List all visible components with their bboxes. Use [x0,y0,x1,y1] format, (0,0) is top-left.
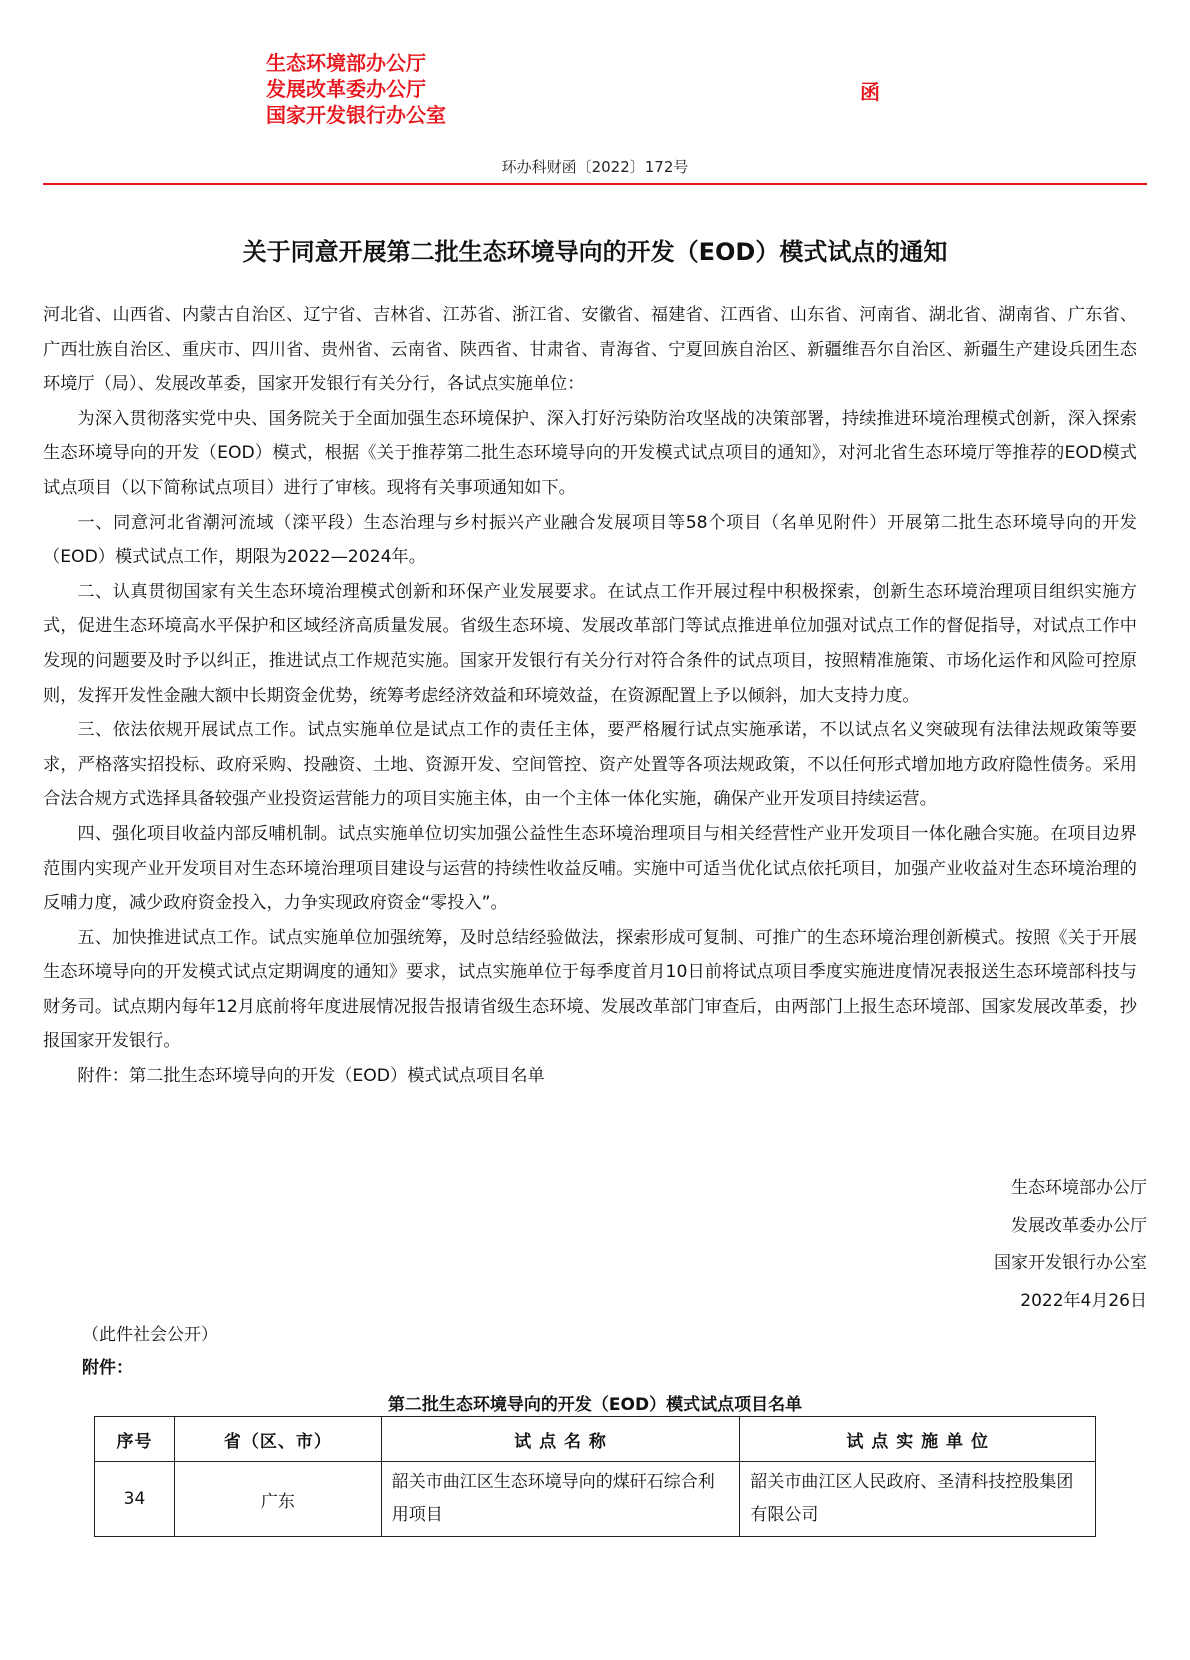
cell-project-name: 韶关市曲江区生态环境导向的煤矸石综合利用项目 [381,1462,740,1537]
table-header-row [95,1417,1096,1462]
issuing-organizations [266,50,446,128]
pilot-project-table [94,1416,1096,1537]
column-header-province: 省（区、市） [174,1417,381,1462]
column-header-implementing-unit: 试 点 实 施 单 位 [740,1417,1096,1462]
signature-org: 发展改革委办公厅 [1011,1215,1147,1236]
body-paragraph: 为深入贯彻落实党中央、国务院关于全面加强生态环境保护、深入打好污染防治攻坚战的决策部署，持续推进环境治理模式创新，深入探索生态环境导向的开发（EOD）模式，根据《关于推荐第二批生态环境导向的开发模式试点项目的通知》，对河北省生态环境厅等推荐的EOD模式试点项目（以下简称试点项目）进行了审核。现将有关事项通知如下。 [43,408,1137,498]
signature-date: 2022年4月26日 [1020,1290,1147,1311]
addressee: 河北省、山西省、内蒙古自治区、辽宁省、吉林省、江苏省、浙江省、安徽省、福建省、江西省、山东省、河南省、湖北省、湖南省、广东省、广西壮族自治区、重庆市、四川省、贵州省、云南省、陕西省、甘肃省、青海省、宁夏回族自治区、新疆维吾尔自治区、新疆生产建设兵团生态环境厅（局）、发展改革委，国家开发银行有关分行，各试点实施单位： [43,305,1137,395]
body-paragraph: 二、认真贯彻国家有关生态环境治理模式创新和环保产业发展要求。在试点工作开展过程中积极探索，创新生态环境治理项目组织实施方式，促进生态环境高水平保护和区域经济高质量发展。省级生态环境、发展改革部门等试点推进单位加强对试点工作的督促指导，对试点工作中发现的问题要及时予以纠正，推进试点工作规范实施。国家开发银行有关分行对符合条件的试点项目，按照精准施策、市场化运作和风险可控原则，发挥开发性金融大额中长期资金优势，统筹考虑经济效益和环境效益，在资源配置上予以倾斜，加大支持力度。 [43,581,1137,706]
signature-org: 国家开发银行办公室 [994,1253,1147,1273]
column-header-index: 序号 [95,1417,175,1462]
attachment-reference: 附件：第二批生态环境导向的开发（EOD）模式试点项目名单 [77,1066,545,1087]
cell-implementing-unit: 韶关市曲江区人民政府、圣清科技控股集团有限公司 [740,1462,1096,1537]
document-number: 环办科财函〔2022〕172号 [501,158,689,176]
signature-block [994,1170,1147,1320]
body-paragraph: 三、依法依规开展试点工作。试点实施单位是试点工作的责任主体，要严格履行试点实施承诺，不以试点名义突破现有法律法规政策等要求，严格落实招投标、政府采购、投融资、土地、资源开发、空间管控、资产处置等各项法规政策，不以任何形式增加地方政府隐性债务。采用合法合规方式选择具备较强产业投资运营能力的项目实施主体，由一个主体一体化实施，确保产业开发项目持续运营。 [43,720,1137,810]
public-disclosure-note: （此件社会公开） [82,1325,218,1345]
issuing-org: 发展改革委办公厅 [266,77,426,101]
issuing-org: 国家开发银行办公室 [266,103,446,127]
body-paragraph: 五、加快推进试点工作。试点实施单位加强统筹，及时总结经验做法，探索形成可复制、可推广的生态环境治理创新模式。按照《关于开展生态环境导向的开发模式试点定期调度的通知》要求，试点实施单位于每季度首月10日前将试点项目季度实施进度情况表报送生态环境部科技与财务司。试点期内每年12月底前将年度进展情况报告报请省级生态环境、发展改革部门审查后，由两部门上报生态环境部、国家发展改革委，抄报国家开发银行。 [43,927,1137,1052]
column-header-project-name: 试 点 名 称 [381,1417,740,1462]
header-divider [43,183,1147,185]
cell-index: 34 [95,1462,175,1537]
cell-province: 广东 [174,1462,381,1537]
issuing-org: 生态环境部办公厅 [266,51,426,75]
page-title: 关于同意开展第二批生态环境导向的开发（EOD）模式试点的通知 [242,238,948,266]
letter-mark: 函 [860,80,880,104]
body-paragraph: 四、强化项目收益内部反哺机制。试点实施单位切实加强公益性生态环境治理项目与相关经营性产业开发项目一体化融合实施。在项目边界范围内实现产业开发项目对生态环境治理项目建设与运营的持续性收益反哺。实施中可适当优化试点依托项目，加强产业收益对生态环境治理的反哺力度，减少政府资金投入，力争实现政府资金“零投入”。 [43,823,1137,914]
attachment-label: 附件： [82,1358,133,1378]
body-paragraph: 一、同意河北省潮河流域（滦平段）生态治理与乡村振兴产业融合发展项目等58个项目（名单见附件）开展第二批生态环境导向的开发（EOD）模式试点工作，期限为2022—2024年。 [43,512,1137,568]
table-row [95,1462,1096,1537]
notice-body [43,298,1137,1094]
table-title: 第二批生态环境导向的开发（EOD）模式试点项目名单 [387,1395,803,1415]
signature-org: 生态环境部办公厅 [1011,1178,1147,1198]
